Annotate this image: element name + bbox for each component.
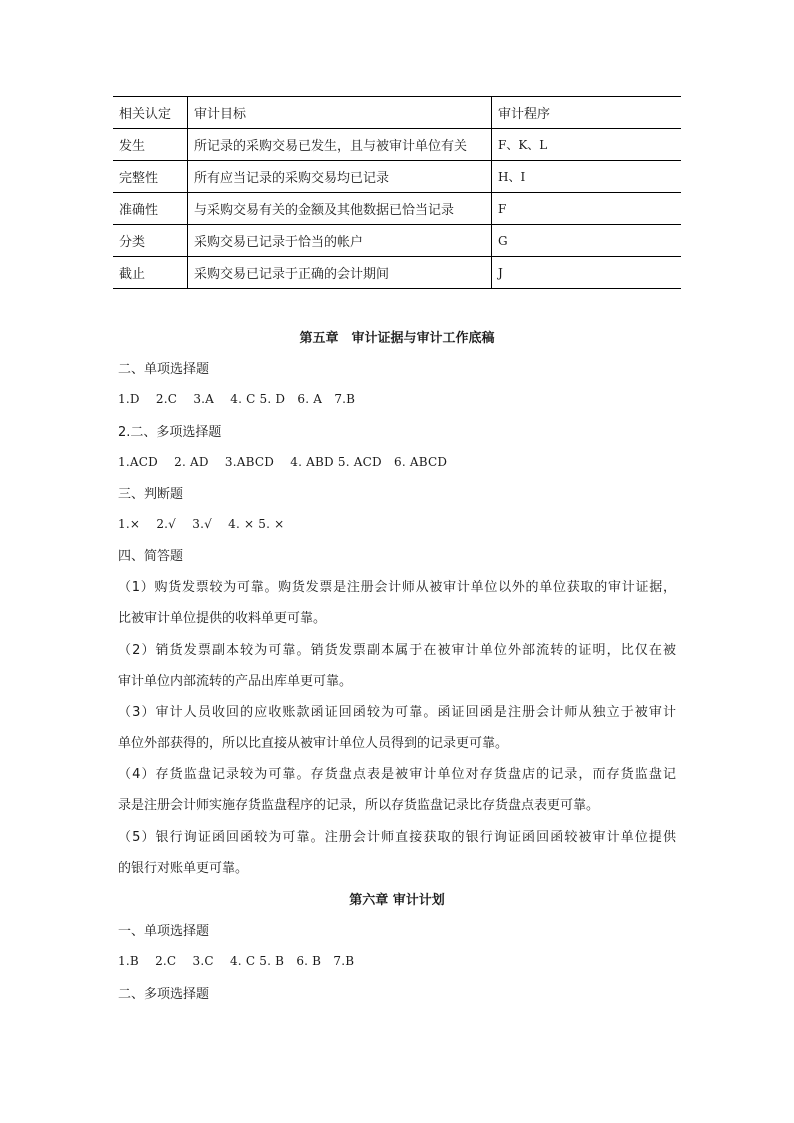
paragraph-4-line-1: （4）存货监盘记录较为可靠。存货盘点表是被审计单位对存货盘店的记录，而存货监盘记 <box>118 767 676 782</box>
table-row <box>113 257 681 289</box>
chapter6-title: 第六章 审计计划 <box>349 893 445 908</box>
objective-cell: 与采购交易有关的金额及其他数据已恰当记录 <box>188 193 492 225</box>
chapter5-short-answer-heading: 四、简答题 <box>118 549 184 564</box>
paragraph-2-line-2: 审计单位内部流转的产品出库单更可靠。 <box>118 674 353 689</box>
procedure-cell: G <box>492 225 682 257</box>
procedure-cell: F <box>492 193 682 225</box>
audit-procedures-table <box>113 96 681 289</box>
paragraph-3-line-1: （3）审计人员收回的应收账款函证回函较为可靠。函证回函是注册会计师从独立于被审计 <box>118 705 676 720</box>
chapter5-multi-choice-answers: 1.ACD 2. AD 3.ABCD 4. ABD 5. ACD 6. ABCD <box>118 455 448 469</box>
chapter6-single-choice-answers: 1.B 2.C 3.C 4. C 5. B 6. B 7.B <box>118 954 355 968</box>
paragraph-3-line-2: 单位外部获得的，所以比直接从被审计单位人员得到的记录更可靠。 <box>118 736 509 751</box>
chapter5-judge-answers: 1.× 2.√ 3.√ 4. × 5. × <box>118 517 285 531</box>
table-row <box>113 193 681 225</box>
objective-cell: 所有应当记录的采购交易均已记录 <box>188 161 492 193</box>
chapter6-single-choice-heading: 一、单项选择题 <box>118 924 210 939</box>
table-row <box>113 161 681 193</box>
chapter5-single-choice-answers: 1.D 2.C 3.A 4. C 5. D 6. A 7.B <box>118 392 356 406</box>
paragraph-1-line-1: （1）购货发票较为可靠。购货发票是注册会计师从被审计单位以外的单位获取的审计证据， <box>118 580 676 595</box>
procedure-cell: H、I <box>492 161 682 193</box>
table-row <box>113 225 681 257</box>
paragraph-5-line-1: （5）银行询证函回函较为可靠。注册会计师直接获取的银行询证函回函较被审计单位提供 <box>118 830 676 845</box>
paragraph-4-line-2: 录是注册会计师实施存货监盘程序的记录，所以存货监盘记录比存货盘点表更可靠。 <box>118 798 600 813</box>
chapter5-title: 第五章 审计证据与审计工作底稿 <box>299 331 495 346</box>
assertion-cell: 截止 <box>113 257 188 289</box>
chapter5-single-choice-heading: 二、单项选择题 <box>118 362 210 377</box>
header-objective: 审计目标 <box>188 97 492 129</box>
table-header-row <box>113 97 681 129</box>
paragraph-1-line-2: 比被审计单位提供的收料单更可靠。 <box>118 611 327 626</box>
procedure-cell: F、K、L <box>492 129 682 161</box>
assertion-cell: 分类 <box>113 225 188 257</box>
header-assertion: 相关认定 <box>113 97 188 129</box>
objective-cell: 采购交易已记录于恰当的帐户 <box>188 225 492 257</box>
objective-cell: 采购交易已记录于正确的会计期间 <box>188 257 492 289</box>
chapter5-judge-heading: 三、判断题 <box>118 487 184 502</box>
paragraph-2-line-1: （2）销货发票副本较为可靠。销货发票副本属于在被审计单位外部流转的证明，比仅在被 <box>118 643 676 658</box>
chapter5-multi-choice-heading: 2.二、多项选择题 <box>118 425 222 440</box>
assertion-cell: 完整性 <box>113 161 188 193</box>
paragraph-5-line-2: 的银行对账单更可靠。 <box>118 861 249 876</box>
chapter6-multi-choice-heading: 二、多项选择题 <box>118 987 210 1002</box>
assertion-cell: 准确性 <box>113 193 188 225</box>
table-row <box>113 129 681 161</box>
objective-cell: 所记录的采购交易已发生，且与被审计单位有关 <box>188 129 492 161</box>
assertion-cell: 发生 <box>113 129 188 161</box>
header-procedure: 审计程序 <box>492 97 682 129</box>
procedure-cell: J <box>492 257 682 289</box>
